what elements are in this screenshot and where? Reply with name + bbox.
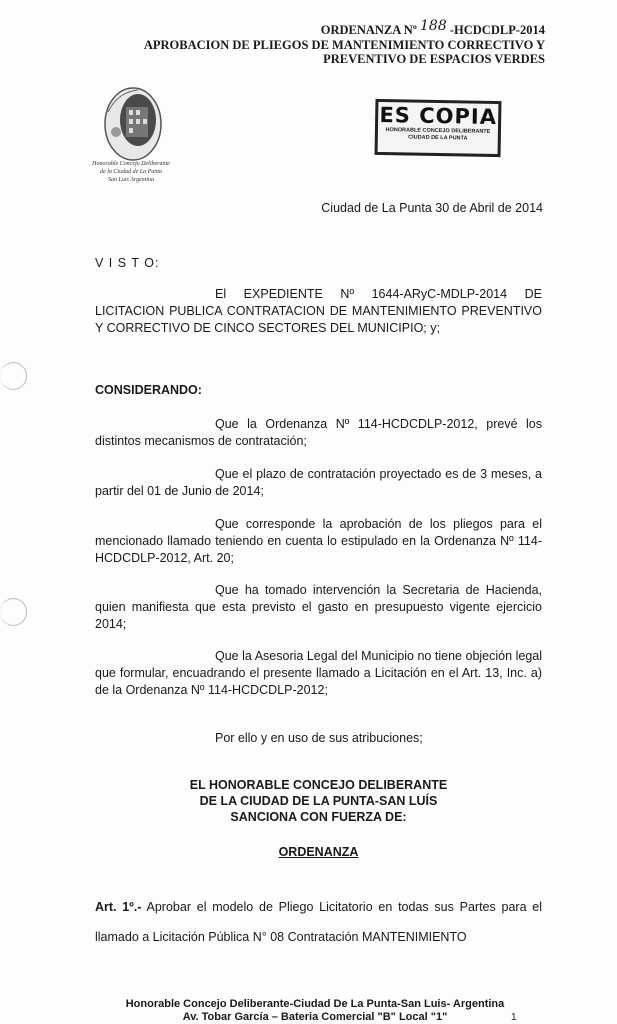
- sanction-line-3: SANCIONA CON FUERZA DE:: [230, 810, 407, 824]
- copy-stamp: [375, 99, 502, 157]
- visto-paragraph: El EXPEDIENTE Nº 1644-ARyC-MDLP-2014 DE LICITACION PUBLICA CONTRATACION DE MANTENIMIENTO PREVENTIVO Y CORRECTIVO DE CINCO SECTORES DEL MUNICIPIO; y;: [95, 287, 542, 335]
- ordinance-number-label: ORDENANZA Nº: [320, 23, 417, 37]
- handwritten-ordinance-number: 188: [420, 18, 447, 34]
- considerando-paragraph-1: Que la Ordenanza Nº 114-HCDCDLP-2012, prevé los distintos mecanismos de contratación;: [95, 417, 542, 448]
- sanction-line-1: EL HONORABLE CONCEJO DELIBERANTE: [189, 778, 448, 792]
- page-mark: 1: [511, 1012, 517, 1023]
- footer-line-1: Honorable Concejo Deliberante-Ciudad De La Punta-San Luis- Argentina: [125, 998, 505, 1010]
- ordinance-title-wrap: [95, 845, 542, 859]
- sanction-line-2: DE LA CIUDAD DE LA PUNTA-SAN LUÍS: [199, 794, 438, 808]
- considerando-paragraph-2: Que el plazo de contratación proyectado es de 3 meses, a partir del 01 de Junio de 2014;: [95, 467, 542, 498]
- council-logo-emblem: [98, 82, 168, 162]
- subject-line-1: APROBACION DE PLIEGOS DE MANTENIMIENTO CORRECTIVO Y: [143, 38, 545, 52]
- stamp-title: ES COPIA: [379, 102, 498, 130]
- punch-hole-bottom: [0, 598, 27, 626]
- closing-clause: Por ello y en uso de sus atribuciones;: [215, 731, 423, 745]
- stamp-line-2: CIUDAD DE LA PUNTA: [408, 134, 468, 142]
- footer: [60, 998, 570, 1024]
- logo-caption-line: de la Ciudad de La Punta: [100, 169, 162, 175]
- logo-caption: [88, 160, 174, 184]
- logo-caption-line: San Luis Argentina: [107, 177, 154, 183]
- date-line: Ciudad de La Punta 30 de Abril de 2014: [321, 201, 543, 215]
- council-logo: [98, 82, 168, 162]
- considerando-paragraph-3: Que corresponde la aprobación de los pliegos para el mencionado llamado teniendo en cuenta lo estipulado en la Ordenanza Nº 114-HCDCDLP-2012, Art. 20;: [95, 517, 542, 565]
- ordinance-title: ORDENANZA: [278, 845, 359, 859]
- footer-line-2: Av. Tobar García – Bateria Comercial "B" Local "1": [182, 1011, 448, 1023]
- considerando-heading: CONSIDERANDO:: [95, 383, 202, 397]
- logo-caption-line: Honorable Concejo Deliberante: [92, 161, 170, 167]
- article-1-label: Art. 1º.-: [95, 900, 142, 914]
- article-1: [95, 892, 542, 952]
- ordinance-header-line: [320, 18, 545, 38]
- considerando-paragraph-4: Que ha tomado intervención la Secretaria de Hacienda, quien manifiesta que esta previsto el gasto en presupuesto vigente ejercicio 2014;: [95, 583, 542, 631]
- punch-hole-top: [0, 362, 27, 390]
- visto-heading: V I S T O:: [95, 256, 160, 270]
- considerando-paragraph-5: Que la Asesoria Legal del Municipio no tiene objeción legal que formular, encuadrando el presente llamado a Licitación en el Art. 13, Inc. a) de la Ordenanza Nº 114-HCDCDLP-2012;: [95, 649, 542, 697]
- ordinance-suffix: -HCDCDLP-2014: [449, 23, 545, 37]
- subject-line-2: PREVENTIVO DE ESPACIOS VERDES: [323, 52, 545, 66]
- stamp-line-1: HONORABLE CONCEJO DELIBERANTE: [385, 127, 491, 135]
- article-1-text: Aprobar el modelo de Pliego Licitatorio en todas sus Partes para el llamado a Licitación Pública N° 08 Contratación MANTENIMIENTO: [95, 900, 543, 944]
